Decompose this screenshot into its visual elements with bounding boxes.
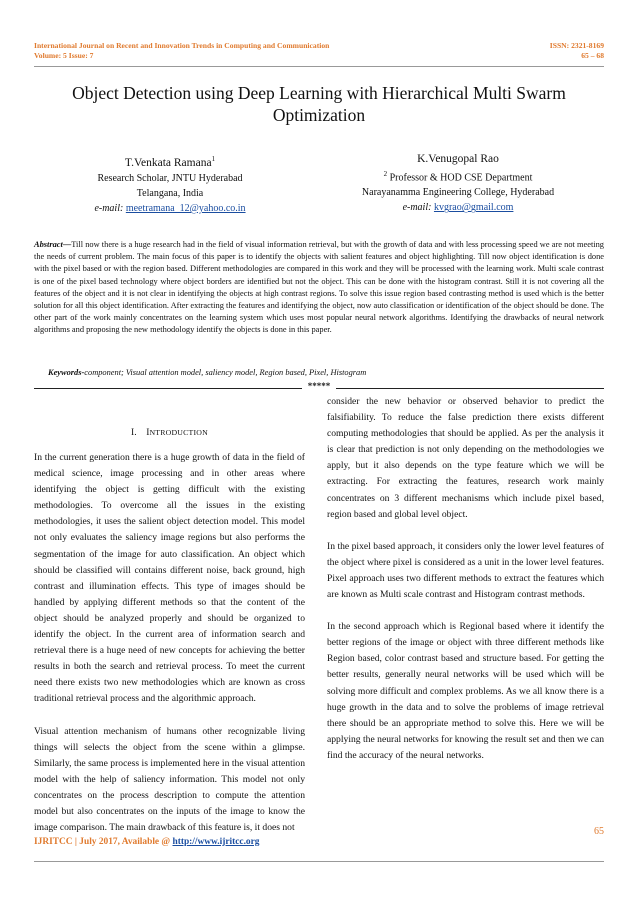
journal-header xyxy=(34,41,329,61)
email-label: e-mail: xyxy=(94,202,124,214)
abstract-label: Abstract xyxy=(34,240,63,249)
author-superscript: 1 xyxy=(211,155,216,163)
email-label: e-mail: xyxy=(402,202,432,214)
keywords xyxy=(48,367,604,379)
section-title-first: I xyxy=(146,427,150,438)
paragraph: In the current generation there is a huge growth of data in the field of medical science, image processing and in other areas where identifying the object is getting difficult with the existing methodologies. To overcome all the issues in the existing methodologies, it uses the salient object detection model. This model not only evaluates the saliency image regions but also performs the segmentation of the image for auto classification. An object which should be classified will contains different noise, back ground, high contrast and illumination effects. This type of images should be handled by applying different methods so that the content of the object should be analyzed properly and should be organized to identify the object. In the current area of information search and retrieval there is a huge need of new concepts for achieving the better results in both the search and retrieval process. To meet the current need there exists two new methodologies which are known as cross traditional retrieval process and the algorithmic approach. xyxy=(34,452,305,705)
paragraph: In the pixel based approach, it considers only the lower level features of the object where pixel is considered as a unit in the lower level features. Pixel approach uses two different methods to extract the features which are known as Multi scale contrast and Histogram contrast methods. xyxy=(327,540,604,601)
page-number: 65 xyxy=(594,826,604,837)
right-column xyxy=(327,394,604,780)
page-range: 65 – 68 xyxy=(581,51,604,60)
footer xyxy=(34,837,259,847)
author-affiliation: Research Scholar, JNTU Hyderabad xyxy=(97,172,243,184)
paragraph: In the second approach which is Regional based where it identify the better regions of the image or object with three different methods like Region based, color contrast based and structure based. For getting the better results, generally neural networks will be used which will be solving more difficult and complex problems. As we all know there is a huge growth in the data and to solve the problems of image retrieval there should be an appropriate method to solve this. Here we will be applying the neural networks for knowing the result set and then we can find the accuracy of the neural networks. xyxy=(327,621,604,761)
author-name: K.Venugopal Rao xyxy=(417,153,499,165)
issn: ISSN: 2321-8169 xyxy=(549,41,604,50)
paper-title xyxy=(40,82,598,126)
left-column xyxy=(34,426,305,852)
author-superscript: 2 xyxy=(383,170,388,178)
section-separator xyxy=(34,380,604,392)
abstract-text: Till now there is a huge research had in the field of visual information retrieval, but with the growth of data and with less processing speed we are not meeting the needs of current problem. The main focus of this paper is to identify the objects with salient features and object highlighting. Till now object identification is done with the pixel based or with the region based. Different methodologies are compared in this work and they will be processed with the learning work. Multi scale contrast is one of the pixel based technology where object borders are identified but not the object. This can be done with the histogram contrast. Still it is not covering all the features of the object and it is not clear in identifying the objects at high contrast regions. To solve this issue region based contrasting method is used which is the better solution for all this object identification. After extracting the features and identifying the object, now auto classification or identification of the object should be done. The other part of the work mainly concentrates on the learning system which uses most popular neural network algorithms. Identifying the drawbacks of neural network algorithms and proposing the new methodology identify the objects is done in this paper. xyxy=(34,240,604,335)
paragraph: consider the new behavior or observed behavior to predict the falsifiability. To reduce the false prediction there exists different computing methodologies that should be applied. As per the analysis it is clear that prediction is not only depending on the methodologies we apply, but it also depends on the type feature which we will be extracting. For extracting the features, research work mainly concentrates on 3 different mechanisms which include pixel based, region based and global level object. xyxy=(327,396,604,520)
author-block-2 xyxy=(318,151,598,215)
section-title-rest: NTRODUCTION xyxy=(149,428,208,437)
header-rule xyxy=(34,66,604,67)
author-location: Telangana, India xyxy=(136,187,204,199)
paragraph: Visual attention mechanism of humans other recognizable living things will selects the object from the scene within a glimpse. Similarly, the same process is implemented here in the visual attention model with the help of saliency information. This model not only concentrates on the process description to compute the attention model but also concentrates on the inputs of the image to know the image comparison. The main drawback of this feature is, it does not xyxy=(34,725,305,834)
title-line-1: Object Detection using Deep Learning with Hierarchical Multi Swarm xyxy=(72,83,566,103)
footer-link[interactable]: http://www.ijritcc.org xyxy=(172,837,260,847)
separator-stars: ***** xyxy=(307,381,331,391)
volume-issue: Volume: 5 Issue: 7 xyxy=(34,51,94,60)
author-email-link[interactable]: kvgrao@gmail.com xyxy=(433,202,514,214)
author-name: T.Venkata Ramana xyxy=(124,156,212,169)
journal-name: International Journal on Recent and Innovation Trends in Computing and Communication xyxy=(34,41,330,50)
author-block-1 xyxy=(40,151,300,216)
section-number: I. xyxy=(131,427,137,438)
keywords-text: component; Visual attention model, saliency model, Region based, Pixel, Histogram xyxy=(84,368,367,377)
section-heading xyxy=(34,426,305,440)
keywords-label: Keywords- xyxy=(48,368,85,377)
issn-block xyxy=(550,41,604,61)
footer-rule xyxy=(34,861,604,862)
author-location: Narayanamma Engineering College, Hyderabad xyxy=(361,187,555,199)
author-email-link[interactable]: meetramana_12@yahoo.co.in xyxy=(125,202,246,214)
abstract xyxy=(34,239,604,337)
abstract-dash: — xyxy=(62,240,72,249)
author-affiliation: Professor & HOD CSE Department xyxy=(389,172,533,184)
footer-text: IJRITCC | July 2017, Available @ xyxy=(34,837,173,847)
title-line-2: Optimization xyxy=(272,105,366,125)
